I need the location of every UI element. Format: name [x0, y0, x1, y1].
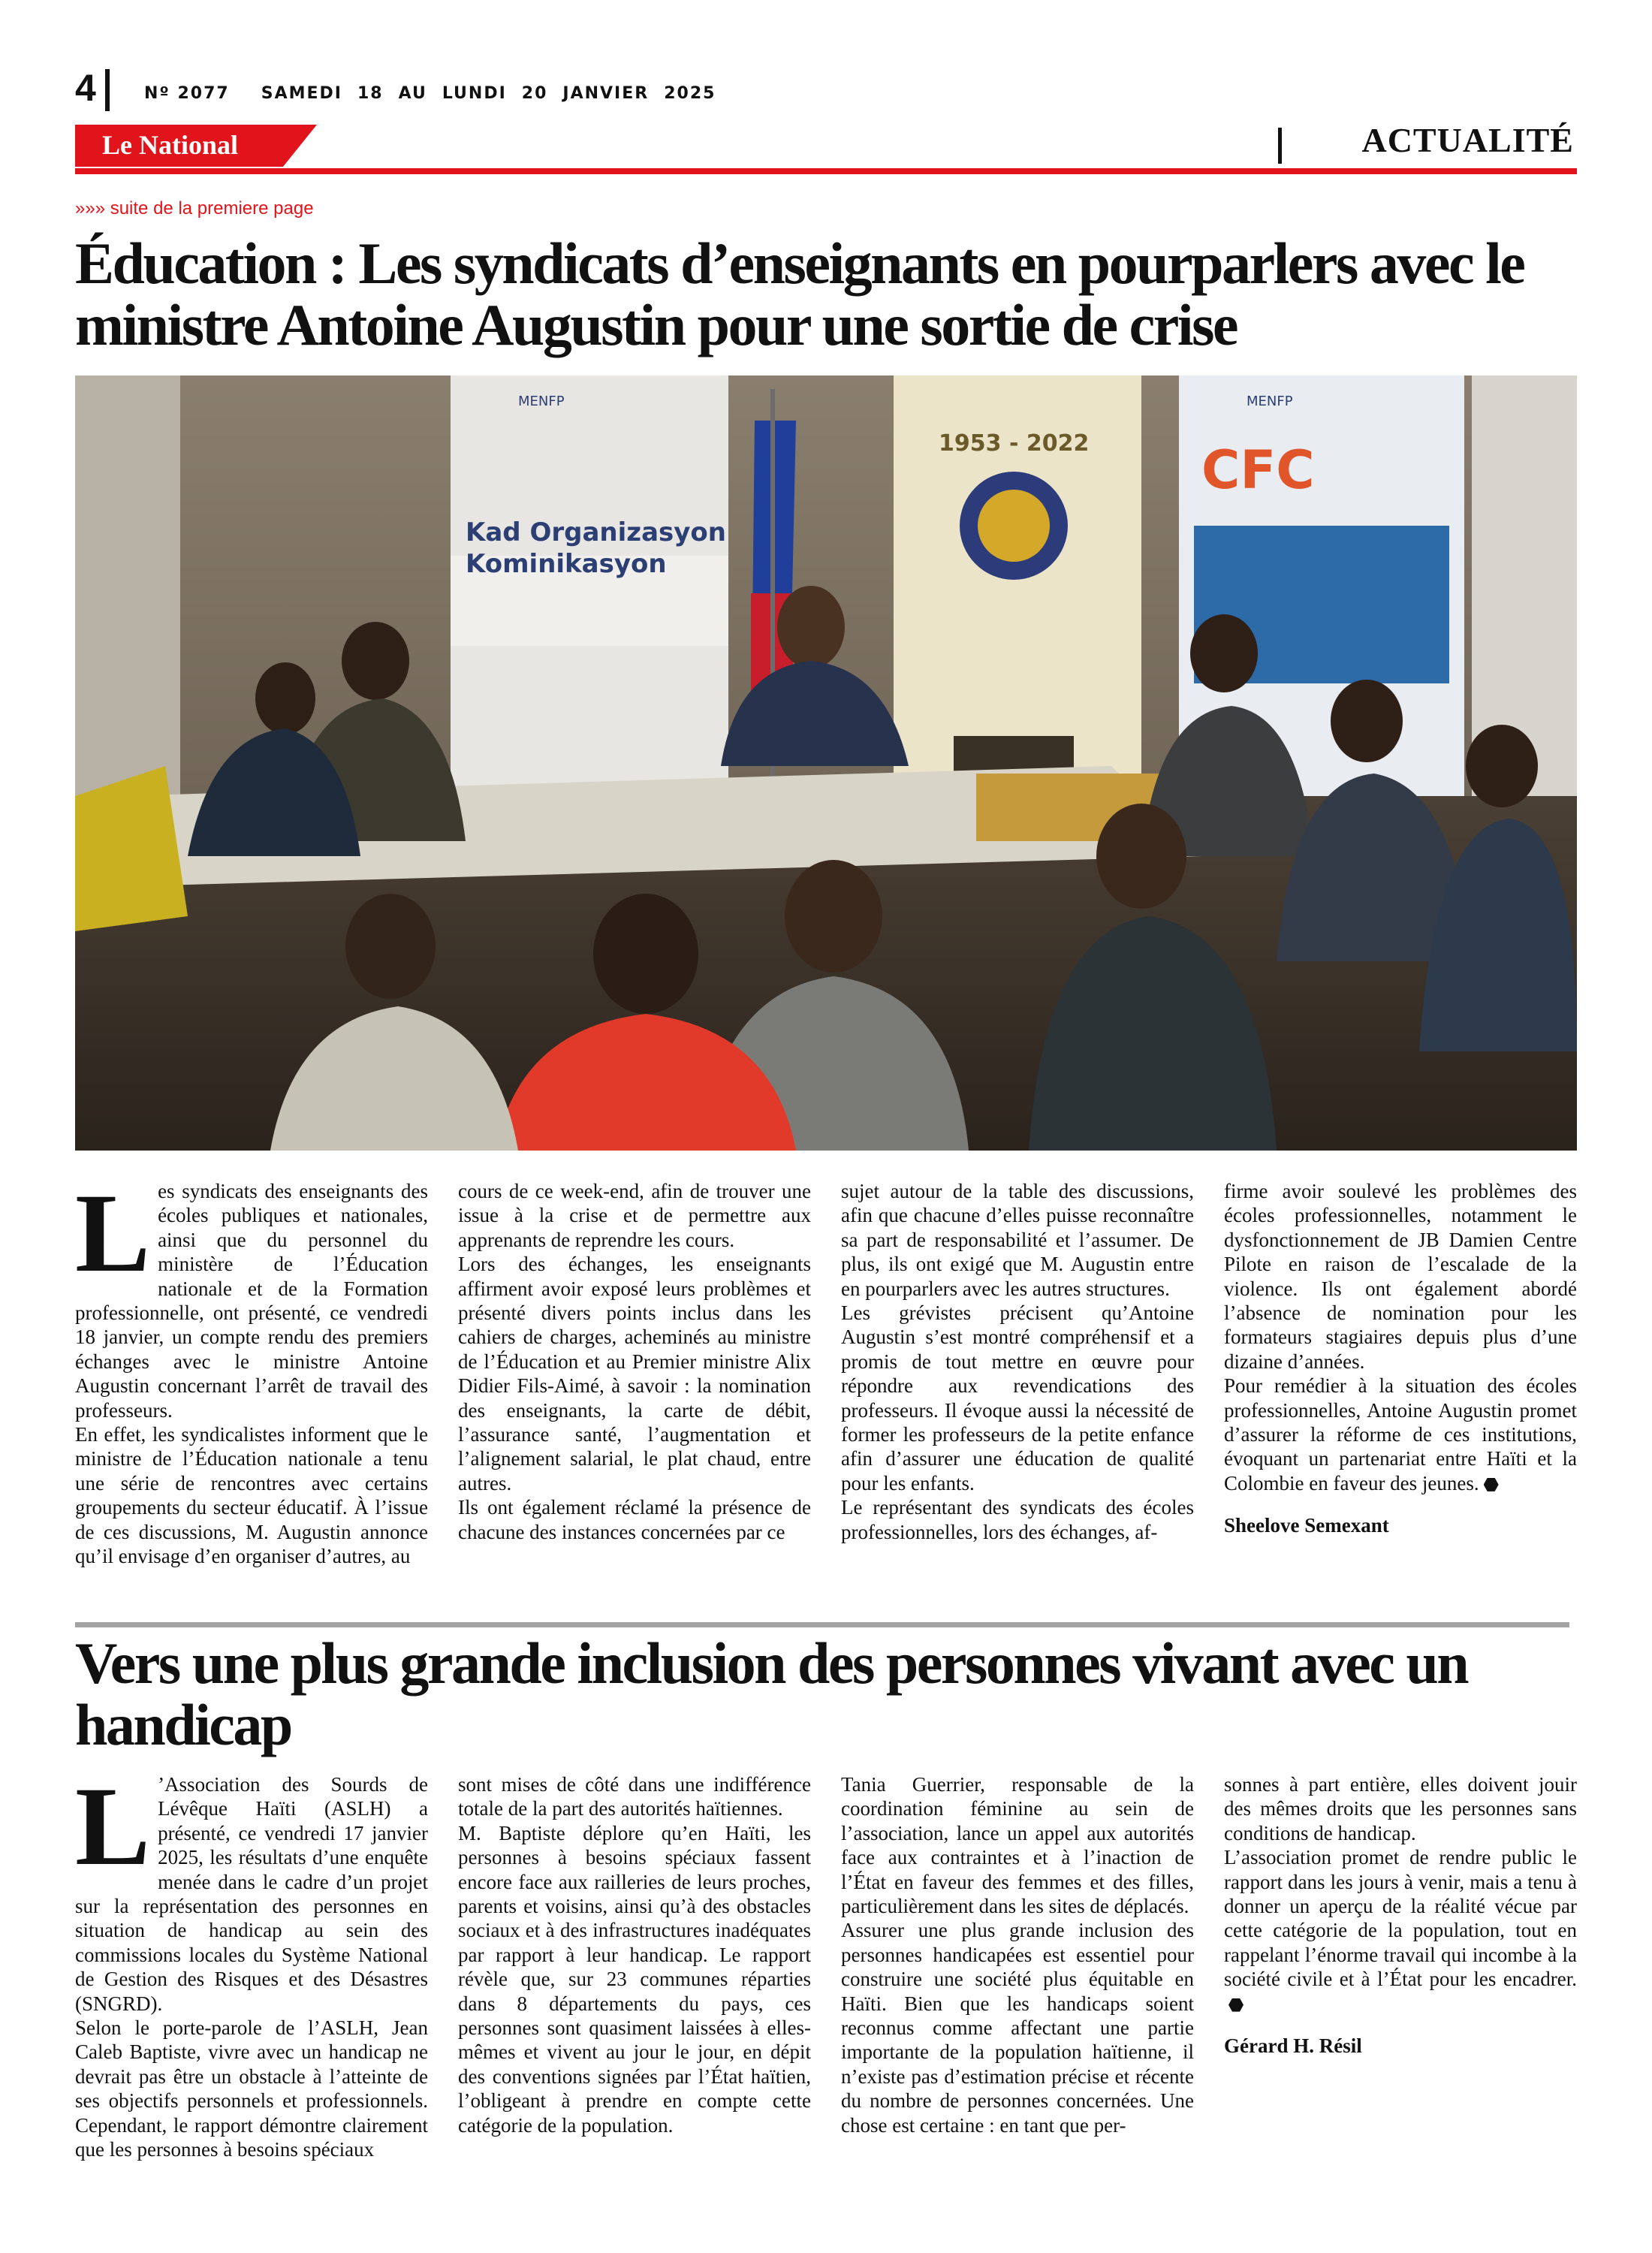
banner3-top: MENFP	[1247, 394, 1293, 409]
date-word: 2025	[664, 84, 716, 103]
article-title	[75, 1630, 1599, 1757]
date-word: LUNDI	[442, 84, 507, 103]
date-word: JANVIER	[562, 84, 650, 103]
article1-column-1	[75, 1171, 428, 1569]
date-word: SAMEDI	[261, 84, 342, 103]
headline-education: Éducation : Les syndicats d’enseignants en pourparlers avec le ministre Antoine Augustin pour une sortie de crise	[75, 231, 1524, 357]
paragraph: Selon le porte-parole de l’ASLH, Jean Caleb Baptiste, vivre avec un handicap ne devrait pas être un obstacle à l’atteinte de ses objectifs personnels et professionnels. Cependant, le rapport démontre clairement que les personnes à besoins spéciaux	[75, 2016, 428, 2161]
section-divider	[1278, 128, 1282, 164]
paragraph: Les grévistes précisent qu’Antoine Augustin s’est montré compréhensif et a promis de tout mettre en œuvre pour répondre aux revendications des professeurs. Il évoque aussi la nécessité de former les professeurs de la petite enfance afin d’assurer une éducation de qualité pour les enfants.	[841, 1301, 1194, 1494]
paragraph: sont mises de côté dans une indifférence totale de la part des autorités haïtiennes.	[458, 1773, 811, 1820]
article-title	[75, 233, 1599, 356]
banner2-years: 1953 - 2022	[939, 430, 1090, 457]
end-mark-icon	[1484, 1478, 1499, 1491]
header-divider	[105, 69, 110, 111]
paragraph: sonnes à part entière, elles doivent jouir des mêmes droits que les personnes sans conditions de handicap.	[1224, 1773, 1577, 1844]
banner1-top: MENFP	[518, 394, 565, 409]
paragraph-text: Pour remédier à la situation des écoles professionnelles, Antoine Augustin promet d’assurer la réforme de ces institutions, évoquant un partenariat entre Haïti et la Colombie en faveur des jeunes.	[1224, 1374, 1577, 1494]
paragraph-text: L’association promet de rendre public le rapport dans les jours à venir, mais a tenu à donner un aperçu de la réalité vécue par cette catégorie de la population, tout en rappelant l’énorme travail qui incombe à la société civile et à l’État pour les encadrer.	[1224, 1846, 1577, 1991]
author-byline: Sheelove Semexant	[1224, 1514, 1389, 1537]
date-word: AU	[398, 84, 427, 103]
article1-column-2	[458, 1179, 811, 1544]
article2-column-3	[841, 1772, 1194, 2137]
article-separator	[75, 1622, 1569, 1627]
issue-number: Nº 2077	[144, 84, 230, 103]
end-mark-icon	[1228, 1998, 1244, 2012]
headline-handicap: Vers une plus grande inclusion des personnes vivant avec un handicap	[75, 1630, 1468, 1757]
paragraph: firme avoir soulevé les problèmes des écoles professionnelles, notamment le dysfonctionnement de JB Damien Centre Pilote en raison de l’escalade de la violence. Ils ont également abordé l’absence de nomination pour les formateurs stagiaires depuis plus d’une dizaine d’années.	[1224, 1180, 1577, 1373]
article1-column-4	[1224, 1179, 1577, 1538]
date-word: 18	[357, 84, 384, 103]
banner3-logo: CFC	[1201, 439, 1315, 501]
paragraph-last	[1224, 1374, 1577, 1495]
paragraph: En effet, les syndicalistes informent que le ministre de l’Éducation nationale a tenu une série de rencontres avec certains groupements du secteur éducatif. À l’issue de ces discussions, M. Augustin annonce qu’il envisage d’en organiser d’autres, au	[75, 1423, 428, 1568]
drop-cap: L	[75, 1764, 151, 1889]
paragraph: Tania Guerrier, responsable de la coordination féminine au sein de l’association, lance un appel aux autorités face aux contraintes et à l’inaction de l’État en faveur des femmes et des filles, particulièrement dans les sites de déplacés.	[841, 1773, 1194, 1918]
paragraph: es syndicats des enseignants des écoles publiques et nationales, ainsi que du personnel du ministère de l’Éducation nationale et de la Formation professionnelle, ont présenté, ce vendredi 18 janvier, un compte rendu des premiers échanges avec le ministre Antoine Augustin concernant l’arrêt de travail des professeurs.	[75, 1180, 428, 1422]
banner1-line1: Kad Organizasyon	[466, 517, 726, 547]
continued-kicker: »»» suite de la premiere page	[75, 198, 314, 219]
article1-column-3	[841, 1179, 1194, 1544]
issue-dateline	[144, 84, 747, 103]
article2-column-1	[75, 1764, 428, 2162]
meeting-photo-illustration	[75, 376, 1577, 1151]
section-label: ACTUALITÉ	[1361, 121, 1574, 159]
banner1-line2: Kominikasyon	[466, 549, 667, 579]
paragraph: ’Association des Sourds de Lévêque Haïti (ASLH) a présenté, ce vendredi 17 janvier 2025, les résultats d’une enquête menée dans le cadre d’un projet sur la représentation des personnes en situation de handicap au sein des commissions locales du Système National de Gestion des Risques et des Désastres (SNGRD).	[75, 1773, 428, 2015]
newspaper-brand: Le National	[102, 130, 239, 160]
paragraph: Le représentant des syndicats des écoles professionnelles, lors des échanges, af-	[841, 1496, 1194, 1543]
page-number: 4	[75, 67, 96, 109]
paragraph: cours de ce week-end, afin de trouver une issue à la crise et de permettre aux apprenants de reprendre les cours.	[458, 1180, 811, 1251]
author-byline: Gérard H. Résil	[1224, 2034, 1362, 2058]
paragraph: sujet autour de la table des discussions, afin que chacune d’elles puisse reconnaître sa part de responsabilité et l’assumer. De plus, ils ont exigé que M. Augustin entre en pourparlers avec les autres structures.	[841, 1180, 1194, 1300]
meeting-photo	[75, 376, 1577, 1151]
paragraph: Assurer une plus grande inclusion des personnes handicapées est essentiel pour construire une société plus équitable en Haïti. Bien que les handicaps soient reconnus comme affectant une partie importante de la population haïtienne, il n’existe pas d’estimation précise et récente du nombre de personnes concernées. Une chose est certaine : en tant que per-	[841, 1919, 1194, 2137]
header-rule	[75, 168, 1577, 174]
drop-cap: L	[75, 1171, 151, 1295]
paragraph-last	[1224, 1845, 1577, 2016]
paragraph: M. Baptiste déplore qu’en Haïti, les personnes à besoins spéciaux fassent encore face aux railleries de leurs proches, parents et voisins, ainsi qu’à des obstacles sociaux et à des infrastructures inadéquates par rapport à leur handicap. Le rapport révèle que, sur 23 communes réparties dans 8 départements du pays, ces personnes sont quasiment laissées à elles-mêmes et vivent au jour le jour, en dépit des conventions signées par l’État haïtien, l’obligeant à prendre en compte cette catégorie de la population.	[458, 1821, 811, 2137]
date-word: 20	[521, 84, 548, 103]
paragraph: Lors des échanges, les enseignants affirment avoir exposé leurs problèmes et présenté divers points inclus dans les cahiers de charges, acheminés au ministre de l’Éducation et au Premier ministre Alix Didier Fils-Aimé, à savoir : la nomination des enseignants, la carte de débit, l’assurance santé, l’augmentation et l’alignement salarial, le plat chaud, entre autres.	[458, 1253, 811, 1494]
article2-column-4	[1224, 1772, 1577, 2058]
article2-column-2	[458, 1772, 811, 2137]
paragraph: Ils ont également réclamé la présence de chacune des instances concernées par ce	[458, 1496, 811, 1543]
